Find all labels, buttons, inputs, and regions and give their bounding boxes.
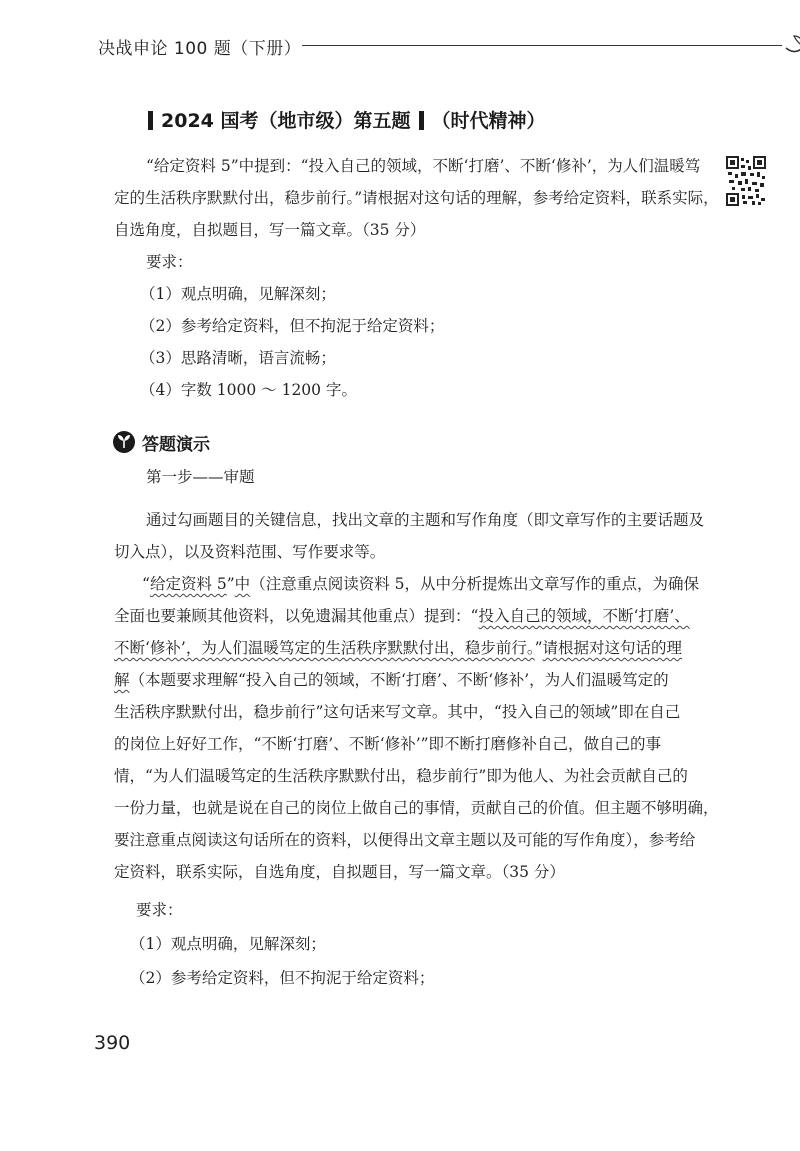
title-bar-right (419, 111, 424, 130)
section-label: 答题演示 (142, 435, 210, 455)
question-line-3: 自选角度，自拟题目，写一篇文章。（35 分） (114, 221, 426, 239)
underlined-jie: 解 (114, 671, 130, 689)
question-line-2: 定的生活秩序默默付出，稳步前行。”请根据对这句话的理解，参考给定资料，联系实际， (114, 189, 719, 207)
underlined-material-ref: 给定资料 5 (149, 575, 227, 593)
analysis-line-8: 一份力量，也就是说在自己的岗位上做自己的事情，贡献自己的价值。但主题不够明确， (114, 799, 719, 817)
underlined-quote-part-2: 不断‘修补’，为人们温暖笃定的生活秩序默默付出，稳步前行。 (114, 639, 535, 657)
requirement-2: （2）参考给定资料，但不拘泥于给定资料； (140, 317, 445, 335)
requirements-label: 要求： (146, 253, 193, 271)
analysis-requirement-2: （2）参考给定资料，但不拘泥于给定资料； (130, 969, 435, 987)
intro-line-2: 切入点），以及资料范围、写作要求等。 (114, 543, 386, 561)
topic-label: （时代精神） (431, 110, 546, 132)
analysis-line-4: 解（本题要求理解“投入自己的领域，不断‘打磨’、不断‘修补’，为人们温暖笃定的 (114, 671, 669, 689)
analysis-line-7: 情，“为人们温暖笃定的生活秩序默默付出，稳步前行”即为他人、为社会贡献自己的 (114, 767, 688, 785)
exam-name: 2024 国考（地市级）第五题 (161, 110, 411, 132)
analysis-line-5: 生活秩序默默付出，稳步前行”这句话来写文章。其中，“投入自己的领域”即在自己 (114, 703, 681, 721)
requirement-1: （1）观点明确，见解深刻； (140, 285, 336, 303)
requirement-4: （4）字数 1000 ～ 1200 字。 (140, 381, 357, 399)
underlined-instruction: 请根据对这句话的理 (542, 639, 683, 657)
analysis-requirements-label: 要求： (136, 901, 183, 919)
analysis-line-1: “给定资料 5”中（注意重点阅读资料 5，从中分析提炼出文章写作的重点，为确保 (142, 575, 699, 593)
step-label: 第一步——审题 (146, 468, 255, 486)
page-number: 390 (94, 1032, 131, 1054)
analysis-line-2: 全面也要兼顾其他资料，以免遗漏其他重点）提到：“投入自己的领域，不断‘打磨’、 (114, 607, 690, 625)
question-line-1: “给定资料 5”中提到：“投入自己的领域，不断‘打磨’、不断‘修补’，为人们温暖笃 (146, 157, 701, 175)
header-rule (302, 45, 782, 46)
analysis-line-9: 要注意重点阅读这句话所在的资料，以便得出文章主题以及可能的写作角度），参考给 (114, 831, 696, 849)
book-title: 决战申论 100 题（下册） (98, 39, 302, 59)
running-header (98, 32, 758, 62)
qr-code-icon (726, 156, 766, 206)
requirement-3: （3）思路清晰，语言流畅； (140, 349, 336, 367)
analysis-line-6: 的岗位上好好工作，“不断‘打磨’、不断‘修补’”即不断打磨修补自己，做自己的事 (114, 735, 662, 753)
leaf-badge-icon (112, 430, 136, 454)
analysis-line-10: 定资料，联系实际，自选角度，自拟题目，写一篇文章。（35 分） (114, 863, 565, 881)
question-title (148, 106, 546, 133)
underlined-quote-part-1: 投入自己的领域，不断‘打磨’、 (478, 607, 690, 625)
intro-line-1: 通过勾画题目的关键信息，找出文章的主题和写作角度（即文章写作的主要话题及 (146, 511, 705, 529)
sprout-icon (784, 32, 800, 60)
title-bar-left (148, 111, 153, 130)
analysis-line-3: 不断‘修补’，为人们温暖笃定的生活秩序默默付出，稳步前行。”请根据对这句话的理 (114, 639, 683, 657)
underlined-zhong: 中 (234, 575, 251, 593)
analysis-requirement-1: （1）观点明确，见解深刻； (130, 935, 326, 953)
